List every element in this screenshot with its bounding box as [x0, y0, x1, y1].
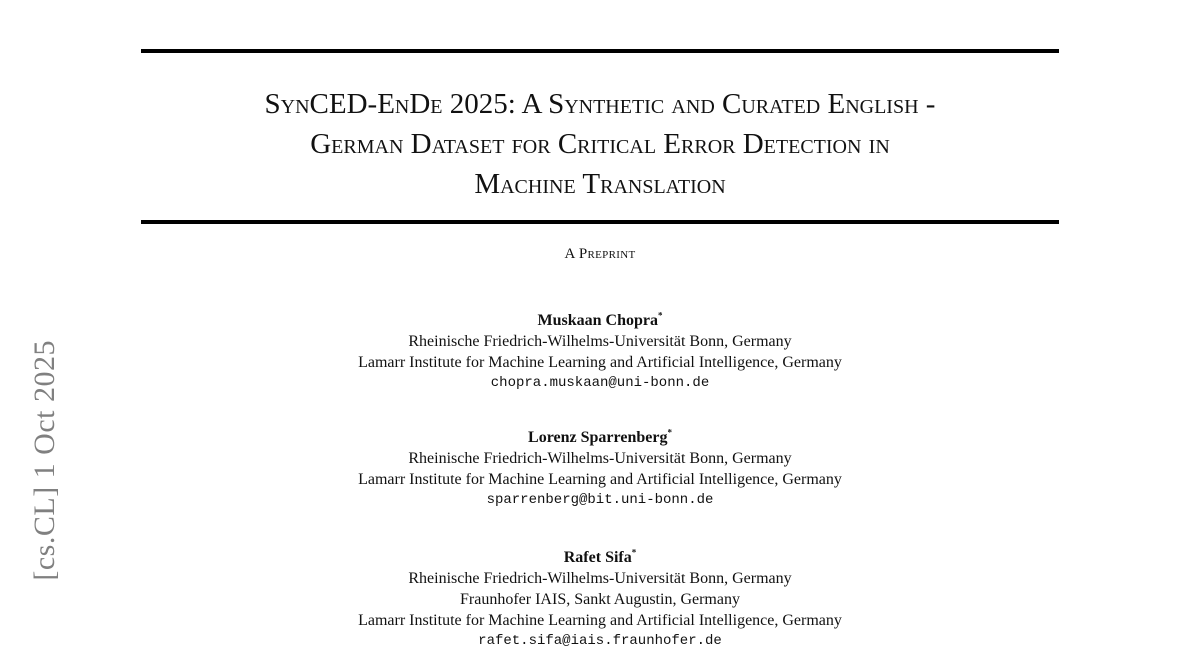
- affiliation: Rheinische Friedrich-Wilhelms-Universität Bonn, Germany: [408, 333, 792, 350]
- author-name: Rafet Sifa*: [563, 547, 637, 566]
- affiliation: Lamarr Institute for Machine Learning and Artificial Intelligence, Germany: [358, 612, 842, 629]
- author-block: [141, 547, 1059, 648]
- equal-contribution-mark: *: [667, 427, 672, 438]
- affiliation: Lamarr Institute for Machine Learning and Artificial Intelligence, Germany: [358, 471, 842, 488]
- affiliation: Fraunhofer IAIS, Sankt Augustin, Germany: [460, 591, 740, 608]
- preprint-label: A Preprint: [564, 246, 636, 262]
- affiliation: Rheinische Friedrich-Wilhelms-Universität Bonn, Germany: [408, 570, 792, 587]
- paper-title: [141, 84, 1059, 204]
- arxiv-side-stamp: [cs.CL] 1 Oct 2025: [28, 340, 61, 581]
- author-block: [141, 427, 1059, 511]
- title-top-rule: [141, 49, 1059, 53]
- title-bottom-rule: [141, 220, 1059, 224]
- affiliation: Rheinische Friedrich-Wilhelms-Universität Bonn, Germany: [408, 450, 792, 467]
- title-line: Machine Translation: [474, 168, 726, 200]
- title-line: German Dataset for Critical Error Detection in: [310, 128, 890, 160]
- equal-contribution-mark: *: [657, 310, 663, 321]
- author-name: Muskaan Chopra*: [537, 310, 663, 329]
- author-email-link[interactable]: rafet.sifa@iais.fraunhofer.de: [478, 633, 722, 648]
- equal-contribution-mark: *: [631, 547, 637, 558]
- author-email-link[interactable]: sparrenberg@bit.uni-bonn.de: [486, 492, 714, 508]
- title-line: SynCED-EnDe 2025: A Synthetic and Curated English -: [264, 88, 936, 120]
- author-name: Lorenz Sparrenberg*: [528, 427, 672, 446]
- author-email-link[interactable]: chopra.muskaan@uni-bonn.de: [490, 375, 710, 391]
- author-block: [141, 310, 1059, 394]
- affiliation: Lamarr Institute for Machine Learning and Artificial Intelligence, Germany: [358, 354, 842, 371]
